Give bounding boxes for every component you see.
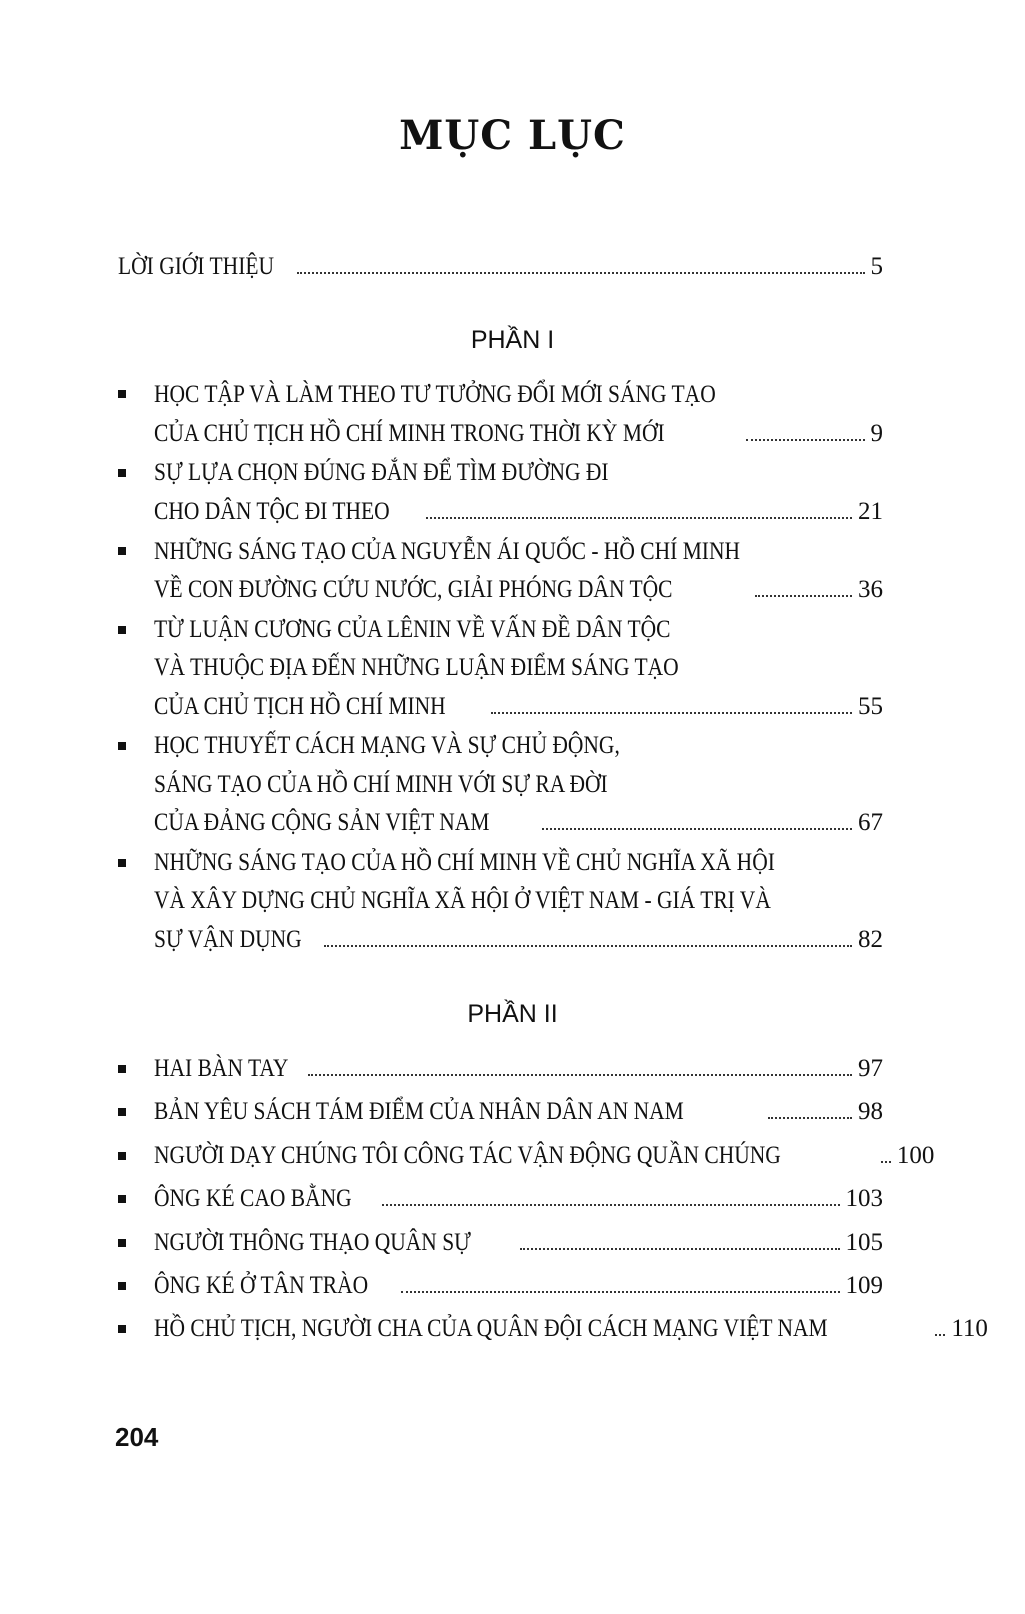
bullet-icon — [118, 1108, 126, 1116]
toc-entry-label: SỰ VẬN DỤNG — [154, 926, 302, 953]
toc-entry-line — [154, 1226, 883, 1260]
toc-entry-line — [154, 417, 883, 451]
toc-entry-label: NGƯỜI DẠY CHÚNG TÔI CÔNG TÁC VẬN ĐỘNG QUẦN CHÚNG — [154, 1142, 781, 1169]
toc-entry-line — [154, 806, 883, 840]
dot-leader — [542, 828, 852, 830]
toc-page-number: 5 — [870, 253, 883, 280]
toc-entry-line — [154, 690, 883, 724]
toc-entry-label: HAI BÀN TAY — [154, 1055, 289, 1082]
toc-entry-label: TỪ LUẬN CƯƠNG CỦA LÊNIN VỀ VẤN ĐỀ DÂN TỘC — [154, 616, 671, 643]
toc-entry-label: VÀ THUỘC ĐỊA ĐẾN NHỮNG LUẬN ĐIỂM SÁNG TẠO — [154, 654, 679, 681]
toc-entry-label: SỰ LỰA CHỌN ĐÚNG ĐẮN ĐỂ TÌM ĐƯỜNG ĐI — [154, 459, 609, 486]
toc-entry-label: LỜI GIỚI THIỆU — [118, 253, 275, 280]
toc-entry-label: NGƯỜI THÔNG THẠO QUÂN SỰ — [154, 1229, 471, 1256]
toc-entry-label: VỀ CON ĐƯỜNG CỨU NƯỚC, GIẢI PHÓNG DÂN TỘC — [154, 576, 673, 603]
toc-page-number: 103 — [845, 1185, 883, 1212]
toc-entry-label: ÔNG KÉ CAO BẰNG — [154, 1185, 352, 1212]
toc-entry-line — [154, 884, 883, 918]
toc-page-number: 110 — [951, 1315, 988, 1342]
toc-entry-label: NHỮNG SÁNG TẠO CỦA NGUYỄN ÁI QUỐC - HỒ CHÍ MINH — [154, 538, 741, 565]
toc-page-number: 100 — [896, 1142, 935, 1169]
toc-entry-label: SÁNG TẠO CỦA HỒ CHÍ MINH VỚI SỰ RA ĐỜI — [154, 771, 608, 798]
bullet-icon — [118, 1282, 126, 1290]
bullet-icon — [118, 1239, 126, 1247]
toc-entry-line — [154, 456, 883, 490]
bullet-icon — [118, 547, 126, 555]
toc-page-number: 36 — [858, 576, 883, 603]
bullet-icon — [118, 1195, 126, 1203]
bullet-icon — [118, 626, 126, 634]
dot-leader — [520, 1248, 839, 1250]
toc-entry-line — [154, 651, 883, 685]
dot-leader — [382, 1204, 840, 1206]
toc-entry-line — [154, 613, 883, 647]
toc-entry-line — [154, 1182, 883, 1216]
bullet-icon — [118, 742, 126, 750]
toc-entry-label: CỦA ĐẢNG CỘNG SẢN VIỆT NAM — [154, 809, 490, 836]
bullet-icon — [118, 390, 126, 398]
toc-entry-label: HỌC THUYẾT CÁCH MẠNG VÀ SỰ CHỦ ĐỘNG, — [154, 732, 620, 759]
toc-entry-label: BẢN YÊU SÁCH TÁM ĐIỂM CỦA NHÂN DÂN AN NAM — [154, 1098, 684, 1125]
toc-entry-intro — [118, 250, 883, 284]
toc-entry-label: HỌC TẬP VÀ LÀM THEO TƯ TƯỞNG ĐỔI MỚI SÁNG TẠO — [154, 381, 716, 408]
toc-page-number: 105 — [845, 1229, 883, 1256]
toc-entry-line — [154, 535, 883, 569]
dot-leader — [881, 1161, 891, 1163]
toc-page-number: 97 — [858, 1055, 883, 1082]
toc-entry-line — [154, 495, 883, 529]
dot-leader — [324, 945, 852, 947]
toc-entry-line — [154, 573, 883, 607]
toc-entry-line — [154, 1139, 935, 1173]
toc-entry-line — [154, 768, 883, 802]
toc-page-number: 109 — [845, 1272, 883, 1299]
toc-entry-line — [154, 846, 883, 880]
dot-leader — [768, 1117, 852, 1119]
toc-entry-label: NHỮNG SÁNG TẠO CỦA HỒ CHÍ MINH VỀ CHỦ NGHĨA XÃ HỘI — [154, 849, 775, 876]
bullet-icon — [118, 469, 126, 477]
dot-leader — [491, 712, 852, 714]
dot-leader — [401, 1291, 839, 1293]
toc-entry-label: CHO DÂN TỘC ĐI THEO — [154, 498, 390, 525]
bullet-icon — [118, 1065, 126, 1073]
dot-leader — [935, 1334, 945, 1336]
toc-entry-label: ÔNG KÉ Ở TÂN TRÀO — [154, 1272, 369, 1299]
toc-entry-label: HỒ CHỦ TỊCH, NGƯỜI CHA CỦA QUÂN ĐỘI CÁCH MẠNG VIỆT NAM — [154, 1315, 828, 1342]
dot-leader — [755, 595, 852, 597]
toc-page-number: 98 — [858, 1098, 883, 1125]
part-heading: PHẦN II — [467, 1000, 558, 1028]
toc-page-number: 82 — [858, 926, 883, 953]
bullet-icon — [118, 1152, 126, 1160]
toc-page-number: 9 — [870, 420, 883, 447]
toc-entry-label: CỦA CHỦ TỊCH HỒ CHÍ MINH TRONG THỜI KỲ MỚI — [154, 420, 665, 447]
toc-entry-line — [154, 729, 883, 763]
page-number: 204 — [115, 1422, 159, 1452]
bullet-icon — [118, 859, 126, 867]
toc-page-number: 55 — [858, 693, 883, 720]
toc-entry-line — [154, 1095, 883, 1129]
toc-entry-line — [154, 1312, 988, 1346]
toc-entry-line — [154, 378, 883, 412]
page-title: MỤC LỤC — [399, 112, 626, 159]
toc-entry-line — [154, 1052, 883, 1086]
dot-leader — [426, 517, 852, 519]
dot-leader — [308, 1074, 852, 1076]
part-heading: PHẦN I — [470, 326, 555, 354]
dot-leader — [297, 272, 864, 274]
toc-entry-line — [154, 1269, 883, 1303]
dot-leader — [746, 439, 865, 441]
toc-entry-line — [154, 923, 883, 957]
bullet-icon — [118, 1325, 126, 1333]
toc-entry-label: VÀ XÂY DỰNG CHỦ NGHĨA XÃ HỘI Ở VIỆT NAM - GIÁ TRỊ VÀ — [154, 887, 771, 914]
toc-page-number: 21 — [858, 498, 883, 525]
toc-entry-label: CỦA CHỦ TỊCH HỒ CHÍ MINH — [154, 693, 446, 720]
toc-page-number: 67 — [858, 809, 883, 836]
